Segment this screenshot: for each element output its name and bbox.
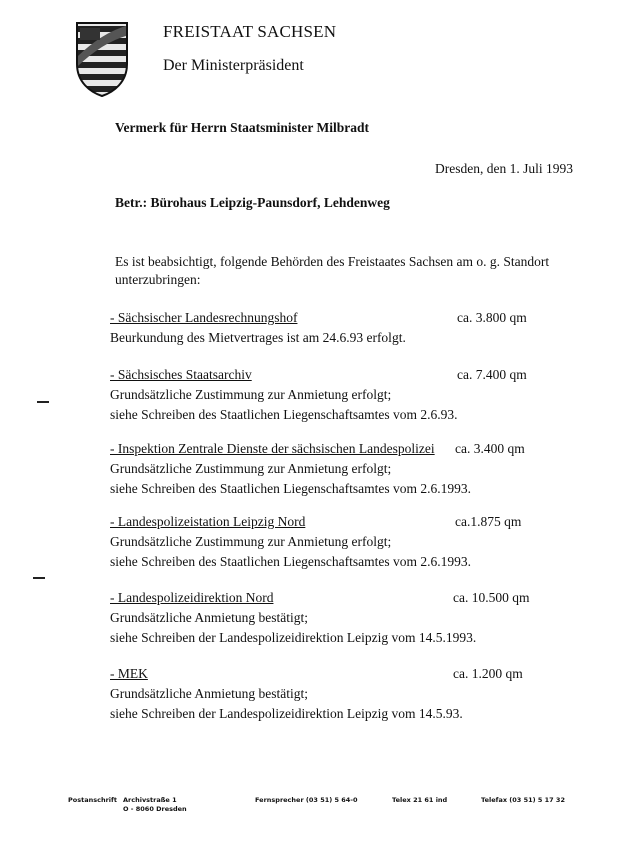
fold-mark [37, 401, 49, 403]
footer-city: O - 8060 Dresden [123, 805, 187, 813]
entry-polizeidirektion [110, 588, 580, 648]
footer-phone: Fernsprecher (03 51) 5 64-0 [255, 796, 358, 804]
entry-title: - Sächsisches Staatsarchiv [110, 367, 252, 382]
entry-title: - MEK [110, 666, 148, 681]
entry-area: ca. 10.500 qm [453, 590, 530, 605]
entry-title: - Landespolizeistation Leipzig Nord [110, 514, 306, 529]
entry-area: ca. 3.400 qm [455, 441, 525, 456]
entry-note: Grundsätzliche Anmietung bestätigt; [110, 610, 308, 625]
office-name: Der Ministerpräsident [163, 57, 304, 74]
entry-mek [110, 664, 580, 724]
saxony-coat-of-arms-icon [74, 20, 130, 98]
entry-inspektion [110, 439, 580, 499]
entry-note: Grundsätzliche Zustimmung zur Anmietung erfolgt; [110, 387, 392, 402]
memo-title: Vermerk für Herrn Staatsminister Milbradt [115, 120, 369, 135]
entry-reference: siehe Schreiben des Staatlichen Liegenschaftsamtes vom 2.6.93. [110, 407, 458, 422]
entry-title: - Landespolizeidirektion Nord [110, 590, 274, 605]
entry-reference: siehe Schreiben der Landespolizeidirektion Leipzig vom 14.5.1993. [110, 630, 477, 645]
entry-note: Grundsätzliche Zustimmung zur Anmietung erfolgt; [110, 461, 392, 476]
entry-reference: siehe Schreiben der Landespolizeidirektion Leipzig vom 14.5.93. [110, 706, 463, 721]
entry-note: Grundsätzliche Anmietung bestätigt; [110, 686, 308, 701]
footer-fax: Telefax (03 51) 5 17 32 [481, 796, 565, 804]
entry-area: ca.1.875 qm [455, 514, 522, 529]
footer-telex: Telex 21 61 ind [392, 796, 448, 804]
entry-area: ca. 7.400 qm [457, 367, 527, 382]
fold-mark [33, 577, 45, 579]
intro-paragraph: Es ist beabsichtigt, folgende Behörden des Freistaates Sachsen am o. g. Standort unterzubringen: [115, 254, 550, 287]
entry-title: - Inspektion Zentrale Dienste der sächsischen Landespolizei [110, 441, 435, 456]
entry-reference: siehe Schreiben des Staatlichen Liegenschaftsamtes vom 2.6.1993. [110, 481, 472, 496]
entry-title: - Sächsischer Landesrechnungshof [110, 310, 298, 325]
footer-postal-address [123, 796, 187, 814]
date-line: Dresden, den 1. Juli 1993 [435, 161, 573, 176]
entry-note: Beurkundung des Mietvertrages ist am 24.6.93 erfolgt. [110, 330, 406, 345]
entry-staatsarchiv [110, 365, 580, 425]
entry-area: ca. 1.200 qm [453, 666, 523, 681]
subject-line: Betr.: Bürohaus Leipzig-Paunsdorf, Lehdenweg [115, 195, 390, 210]
entry-landesrechnungshof [110, 308, 580, 348]
state-name: FREISTAAT SACHSEN [163, 22, 337, 41]
footer-postal-label: Postanschrift [68, 796, 117, 804]
entry-note: Grundsätzliche Zustimmung zur Anmietung erfolgt; [110, 534, 392, 549]
entry-polizeistation [110, 512, 580, 572]
footer-street: Archivstraße 1 [123, 796, 177, 804]
entry-area: ca. 3.800 qm [457, 310, 527, 325]
entry-reference: siehe Schreiben des Staatlichen Liegenschaftsamtes vom 2.6.1993. [110, 554, 472, 569]
